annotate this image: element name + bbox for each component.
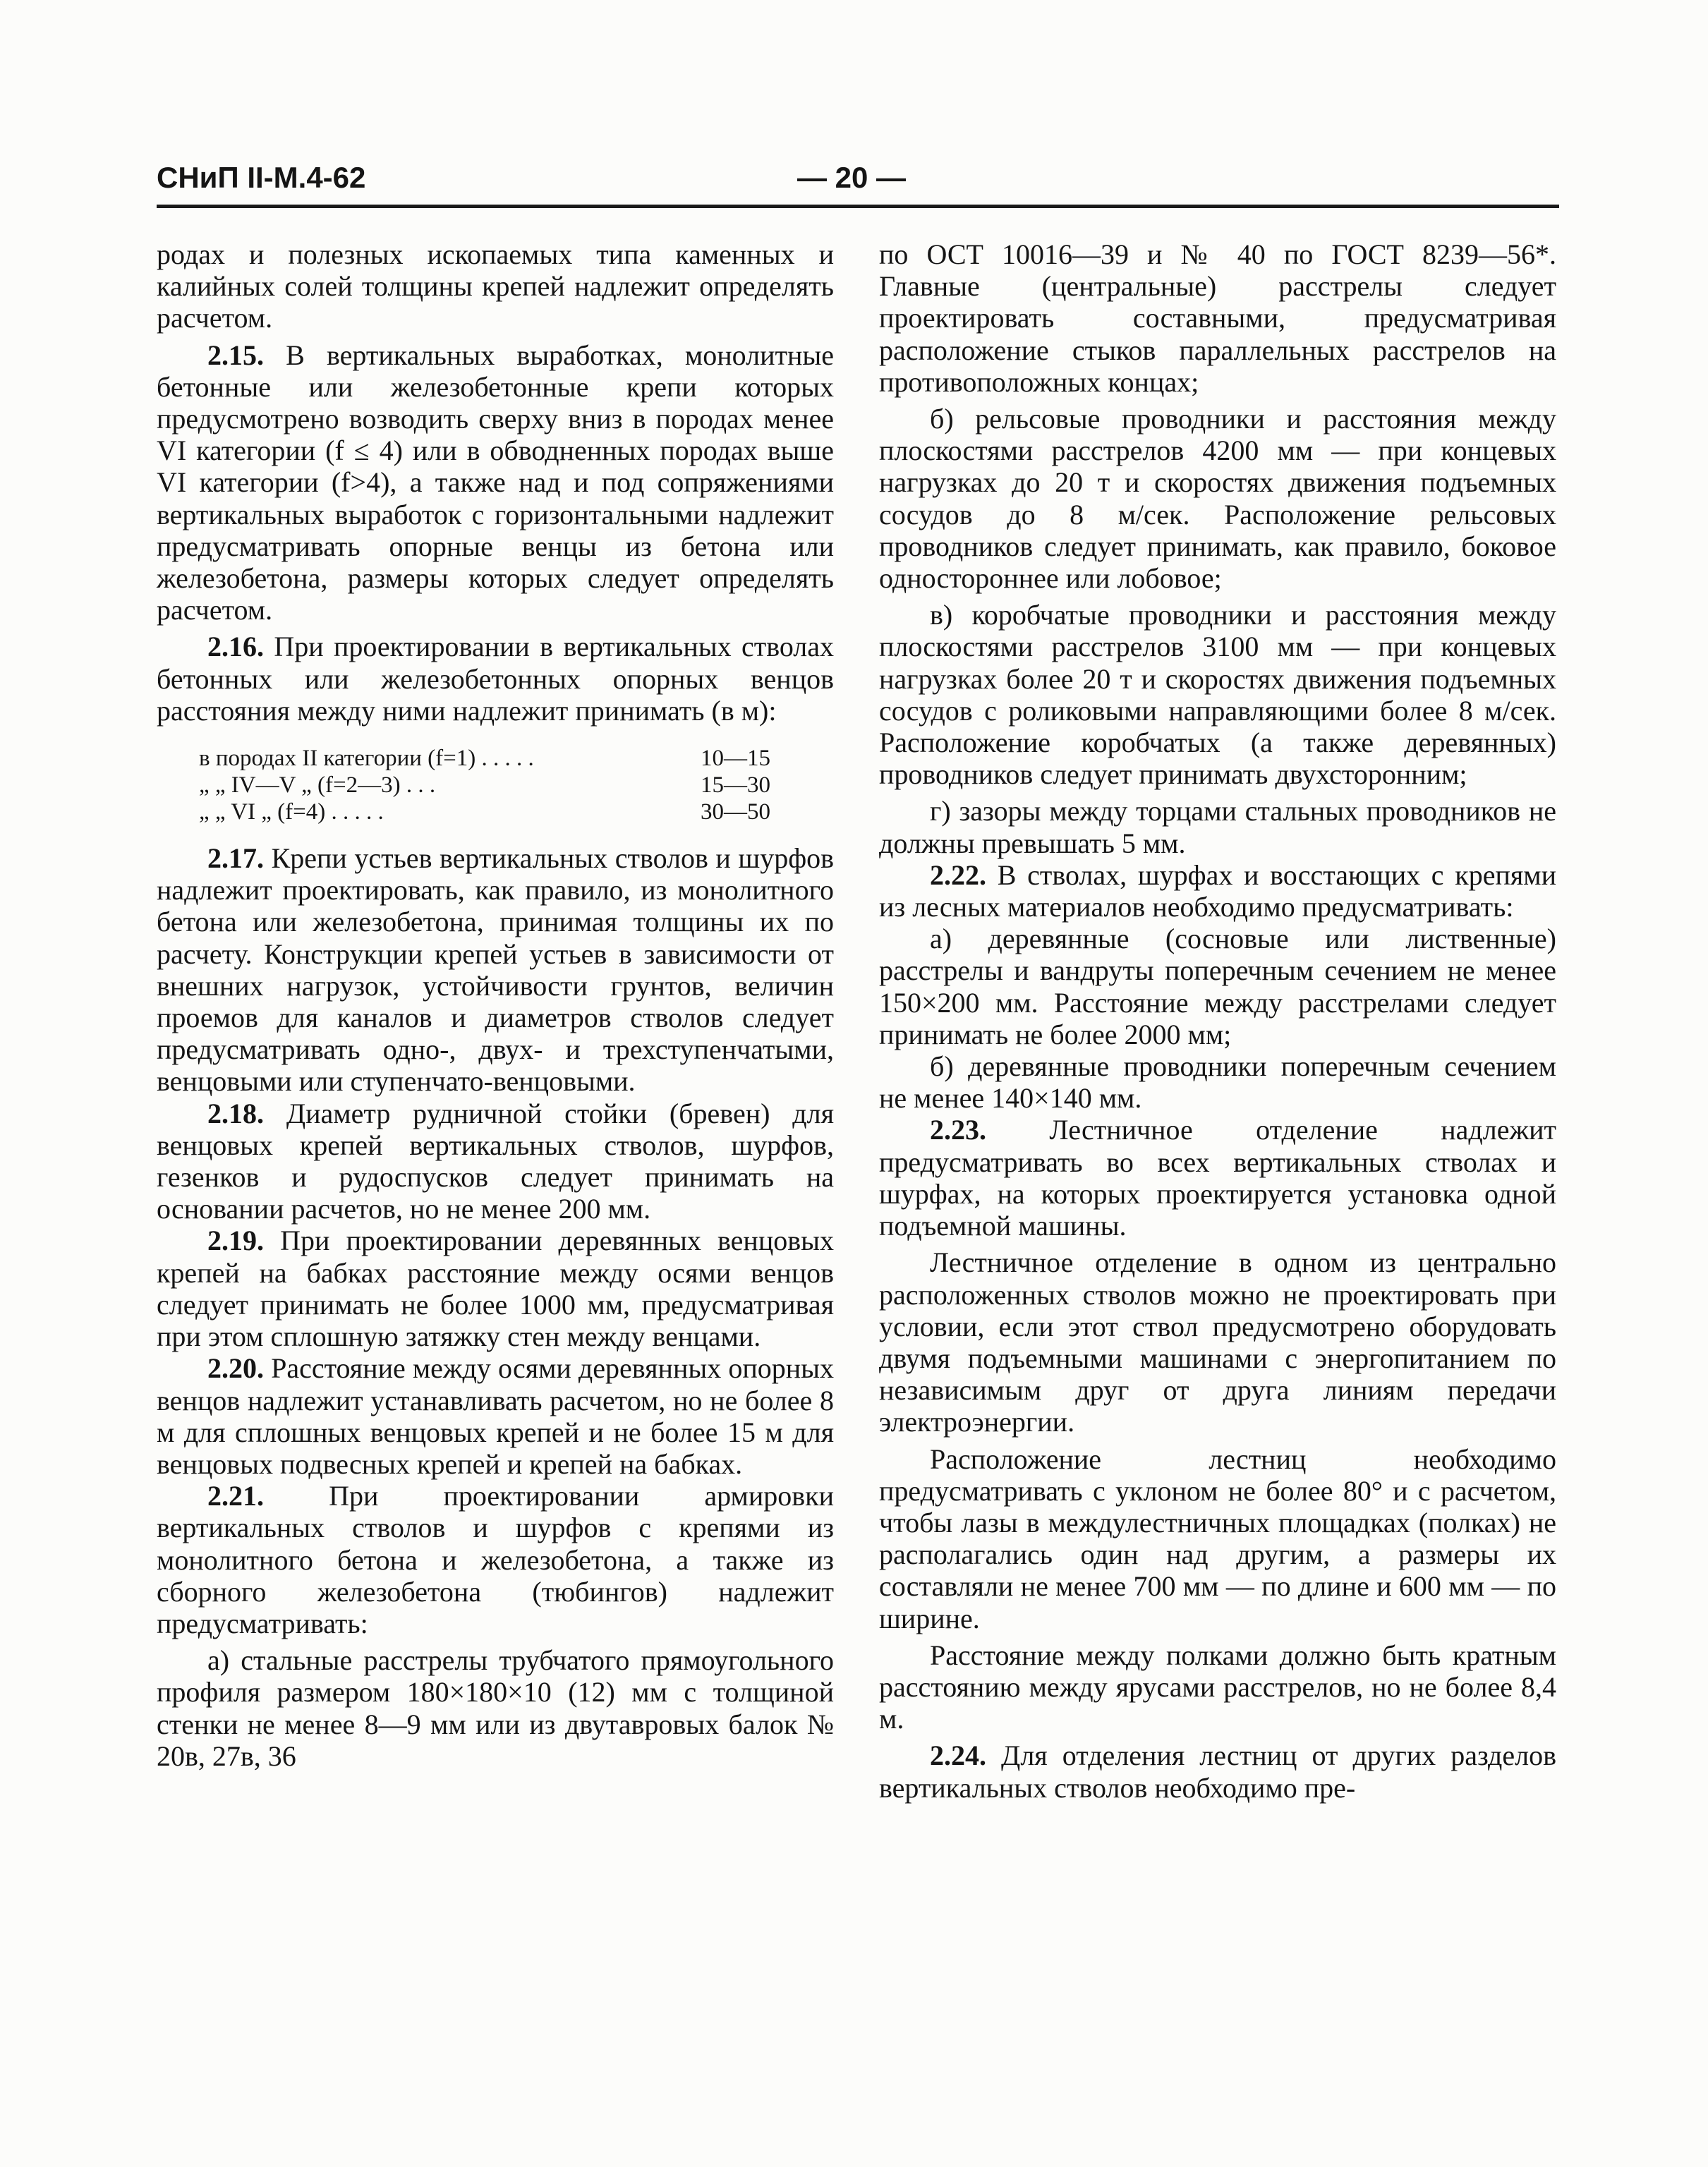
table-label: в породах II категории (f=1) . . . . . (199, 746, 534, 772)
section-number: 2.21. (207, 1480, 264, 1512)
section-number: 2.17. (207, 842, 264, 875)
paragraph: Расстояние между полками должно быть кратным расстоянию между ярусами расстрелов, но не более 8,4 м. (879, 1639, 1556, 1735)
table-label: „ „ IV—V „ (f=2—3) . . . (199, 772, 436, 799)
section-number: 2.22. (930, 858, 986, 891)
section-number: 2.16. (207, 631, 264, 663)
section-text: Расстояние между осями деревянных опорных венцов надлежит устанавливать расчетом, но не более 8 м для сплошных венцовых крепей и не более 15 м для венцовых подвесных крепей и крепей на бабках. (157, 1352, 834, 1480)
section-number: 2.19. (207, 1225, 264, 1257)
section-2-24 (879, 1740, 1556, 1803)
item-g-gaps: г) зазоры между торцами стальных проводников не должны превышать 5 мм. (879, 795, 1556, 859)
section-text: При проектировании армировки вертикальных стволов и шурфов с крепями из монолитного бетона и железобетона, а также из сборного железобетона (тюбингов) надлежит предусматривать: (157, 1480, 834, 1639)
section-text: В стволах, шурфах и восстающих с крепями из лесных материалов необходимо предусматривать: (879, 858, 1556, 923)
table-row (199, 799, 770, 825)
header-rule (157, 205, 1559, 208)
item-a-steel-crossbars: а) стальные расстрелы трубчатого прямоугольного профиля размером 180×180×10 (12) мм с толщиной стенки не менее 8—9 мм или из двутавровых балок № 20в, 27в, 36 (157, 1644, 834, 1772)
table-label: „ „ VI „ (f=4) . . . . . (199, 799, 384, 825)
section-number: 2.24. (930, 1740, 986, 1772)
section-2-23 (879, 1114, 1556, 1242)
section-text: В вертикальных выработках, монолитные бетонные или железобетонные крепи которых предусмотрено возводить сверху вниз в породах менее VI категории (f ≤ 4) или в обводненных породах выше VI категории (f>4), а также над и под сопряжениями вертикальных выработок с горизонтальными надлежит предусматривать опорные венцы из бетона или железобетона, размеры которых следует определять расчетом. (157, 339, 834, 626)
item-a-wooden-crossbars: а) деревянные (сосновые или лиственные) расстрелы и вандруты поперечным сечением не менее 150×200 мм. Расстояние между расстрелами следует принимать не более 2000 мм; (879, 923, 1556, 1050)
table-row (199, 772, 770, 799)
section-2-18 (157, 1098, 834, 1225)
section-2-15 (157, 339, 834, 626)
paragraph: Расположение лестниц необходимо предусматривать с уклоном не более 80° и с расчетом, чтобы лазы в междулестничных площадках (полках) не располагались один над другим, а размеры их составляли не менее 700 мм — по длине и 600 мм — по ширине. (879, 1443, 1556, 1634)
section-2-21 (157, 1480, 834, 1639)
left-column (157, 238, 834, 1772)
section-text: Лестничное отделение надлежит предусматривать во всех вертикальных стволах и шурфах, на которых проектируется установка одной подъемной машины. (879, 1114, 1556, 1242)
paragraph: Лестничное отделение в одном из центрально расположенных стволов можно не проектировать при условии, если этот ствол предусмотрено оборудовать двумя подъемными машинами с энергопитанием по независимым друг от друга линиям передачи электроэнергии. (879, 1246, 1556, 1438)
spacing-table (199, 745, 770, 825)
section-number: 2.23. (930, 1114, 986, 1146)
section-number: 2.18. (207, 1097, 264, 1129)
section-2-19 (157, 1225, 834, 1352)
item-b-wooden-guides: б) деревянные проводники поперечным сечением не менее 140×140 мм. (879, 1050, 1556, 1115)
table-value: 30—50 (701, 799, 770, 825)
document-code: СНиП II-М.4-62 (157, 161, 366, 194)
section-text: Крепи устьев вертикальных стволов и шурфов надлежит проектировать, как правило, из монолитного бетона или железобетона, принимая толщины их по расчету. Конструкции крепей устьев в зависимости от внешних нагрузок, устойчивости грунтов, величин проемов для каналов и диаметров стволов следует предусматривать одно-, двух- и трехступенчатыми, венцовыми или ступенчато-венцовыми. (157, 842, 834, 1098)
table-value: 15—30 (701, 772, 770, 799)
section-text: Для отделения лестниц от других разделов вертикальных стволов необходимо пре- (879, 1740, 1556, 1804)
section-2-17 (157, 842, 834, 1098)
section-2-22 (879, 859, 1556, 923)
paragraph-continuation: по ОСТ 10016—39 и № 40 по ГОСТ 8239—56*. Главные (центральные) расстрелы следует проектировать составными, предусматривая расположение стыков параллельных расстрелов на противоположных концах; (879, 238, 1556, 398)
item-v-box-guides: в) коробчатые проводники и расстояния между плоскостями расстрелов 3100 мм — при концевых нагрузках более 20 т и скоростях движения подъемных сосудов с роликовыми направляющими более 8 м/сек. Расположение коробчатых (а также деревянных) проводников следует принимать двухсторонним; (879, 599, 1556, 791)
section-text: При проектировании в вертикальных стволах бетонных или железобетонных опорных венцов расстояния между ними надлежит принимать (в м): (157, 631, 834, 727)
paragraph-continuation: родах и полезных ископаемых типа каменных и калийных солей толщины крепей надлежит определять расчетом. (157, 238, 834, 334)
section-2-20 (157, 1352, 834, 1480)
right-column (879, 238, 1556, 1804)
section-text: Диаметр рудничной стойки (бревен) для венцовых крепей вертикальных стволов, шурфов, гезенков и рудоспусков следует принимать на основании расчетов, но не менее 200 мм. (157, 1097, 834, 1225)
section-number: 2.20. (207, 1352, 264, 1385)
table-value: 10—15 (701, 746, 770, 772)
section-text: При проектировании деревянных венцовых крепей на бабках расстояние между осями венцов следует принимать не более 1000 мм, предусматривая при этом сплошную затяжку стен между венцами. (157, 1225, 834, 1353)
item-b-rail-guides: б) рельсовые проводники и расстояния между плоскостями расстрелов 4200 мм — при концевых нагрузках до 20 т и скоростях движения подъемных сосудов до 8 м/сек. Расположение рельсовых проводников следует принимать, как правило, боковое одностороннее или лобовое; (879, 403, 1556, 595)
section-2-16 (157, 631, 834, 727)
table-row (199, 745, 770, 772)
section-number: 2.15. (207, 339, 264, 371)
page-number: — 20 — (797, 161, 907, 194)
